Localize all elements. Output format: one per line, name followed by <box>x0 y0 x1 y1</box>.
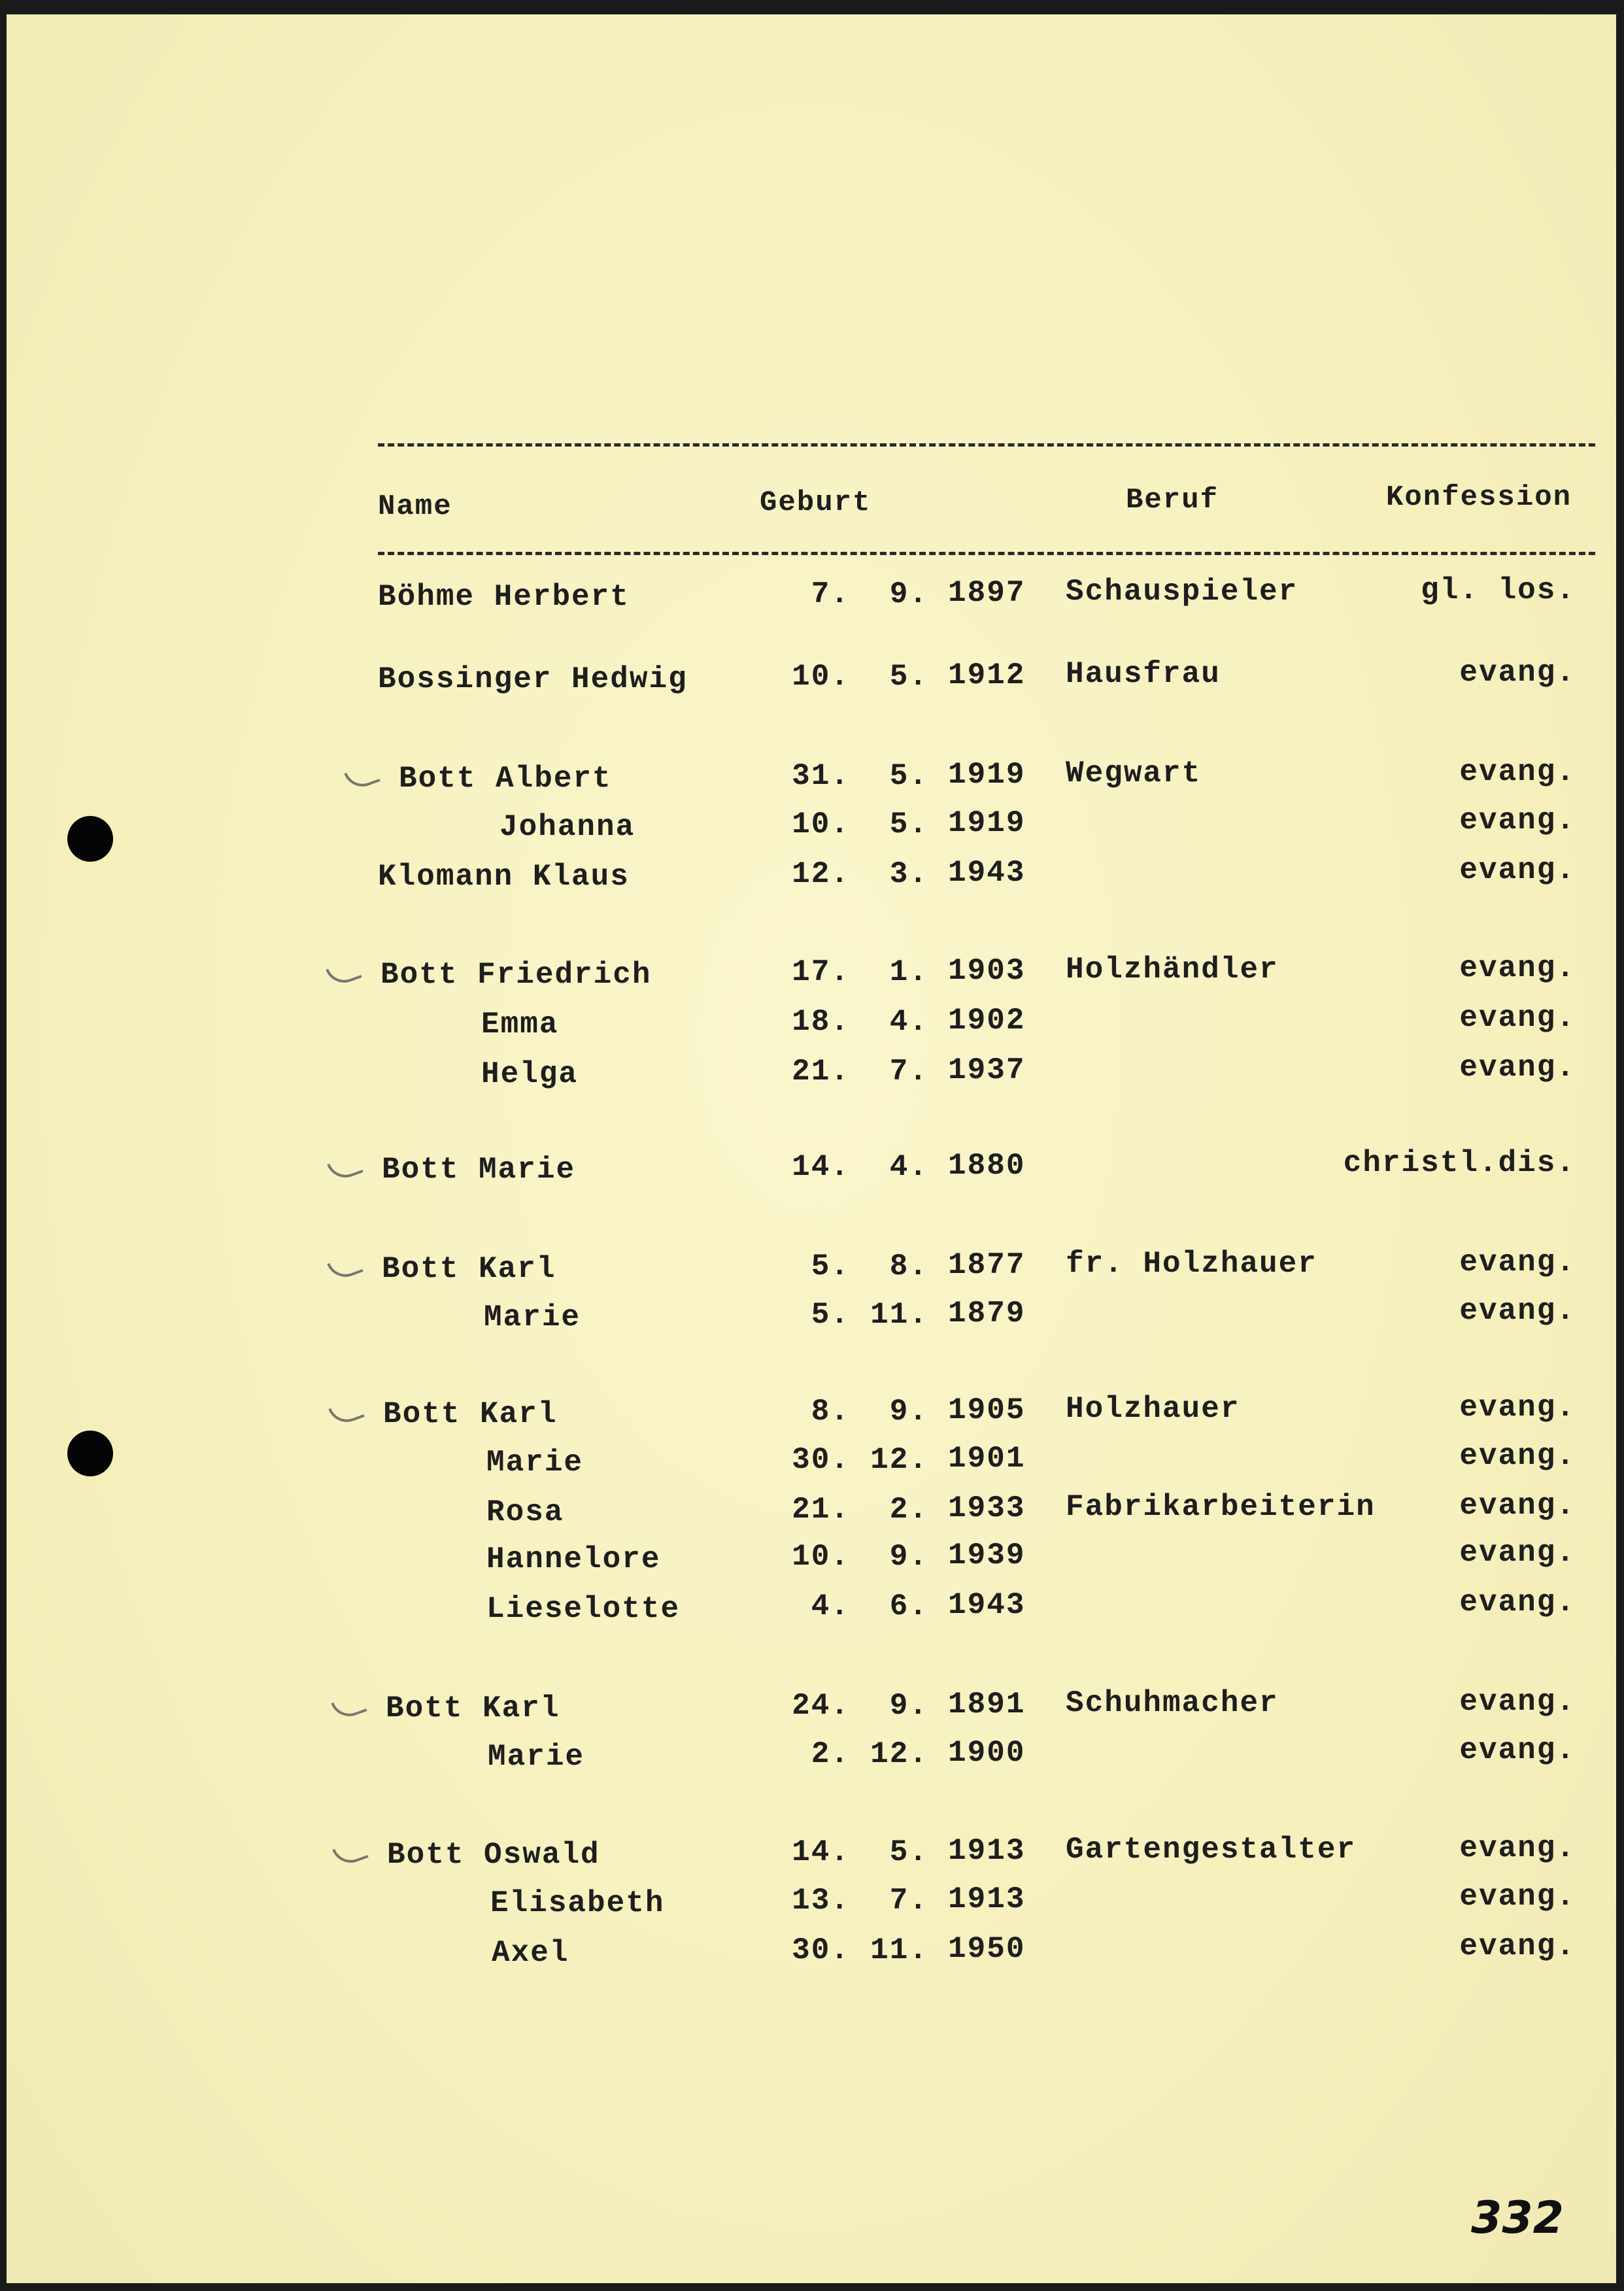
record-birth-year: 1897 <box>948 576 1026 610</box>
record-beruf: Schauspieler <box>1066 575 1298 609</box>
record-birth-day: 8. <box>811 1395 850 1429</box>
record-birth-year: 1903 <box>948 954 1026 988</box>
header-geburt: Geburt <box>760 486 871 519</box>
record-konfession: evang. <box>1459 1880 1576 1914</box>
header-konfession: Konfession <box>1386 481 1572 514</box>
record-birth-year: 1937 <box>948 1053 1026 1087</box>
record-birth-year: 1913 <box>948 1834 1026 1868</box>
page-number: 332 <box>1471 2192 1564 2244</box>
record-birth-year: 1913 <box>948 1882 1026 1916</box>
record-konfession: evang. <box>1459 1536 1576 1570</box>
record-birth-year: 1880 <box>948 1149 1026 1183</box>
record-birth-year: 1891 <box>948 1688 1026 1722</box>
header-name: Name <box>378 490 452 523</box>
record-konfession: evang. <box>1459 1001 1576 1035</box>
header-rule-bottom <box>378 552 1595 555</box>
record-birth-year: 1919 <box>948 758 1026 792</box>
record-birth-day: 5. <box>811 1298 850 1332</box>
record-name: Bott Friedrich <box>381 958 652 992</box>
record-name: Johanna <box>499 810 635 844</box>
record-beruf: Schuhmacher <box>1066 1686 1279 1720</box>
record-birth-month: 9. <box>889 577 928 611</box>
record-name: Bott Oswald <box>387 1838 600 1872</box>
punch-hole-top <box>67 816 113 862</box>
record-birth-day: 21. <box>792 1055 850 1089</box>
record-konfession: evang. <box>1459 1685 1576 1719</box>
record-name: Rosa <box>486 1495 564 1529</box>
record-birth-year: 1877 <box>948 1248 1026 1282</box>
record-birth-month: 4. <box>889 1150 928 1184</box>
record-name: Klomann Klaus <box>378 860 630 894</box>
record-birth-year: 1905 <box>948 1393 1026 1427</box>
record-birth-day: 2. <box>811 1737 850 1771</box>
record-konfession: evang. <box>1459 755 1576 789</box>
record-name: Lieselotte <box>486 1592 681 1626</box>
record-birth-month: 5. <box>889 807 928 841</box>
record-beruf: Hausfrau <box>1066 657 1221 691</box>
header-beruf: Beruf <box>1126 484 1219 517</box>
record-name: Elisabeth <box>490 1886 665 1920</box>
record-birth-month: 9. <box>889 1689 928 1723</box>
record-birth-month: 3. <box>889 857 928 891</box>
record-konfession: evang. <box>1459 1051 1576 1085</box>
record-birth-month: 5. <box>889 1835 928 1869</box>
record-birth-month: 5. <box>889 660 928 694</box>
record-birth-day: 10. <box>792 807 850 841</box>
record-konfession: evang. <box>1459 804 1576 838</box>
record-birth-day: 14. <box>792 1835 850 1869</box>
record-name: Emma <box>481 1008 559 1042</box>
record-birth-month: 12. <box>870 1443 928 1477</box>
record-birth-day: 21. <box>792 1493 850 1527</box>
record-birth-day: 13. <box>792 1884 850 1918</box>
record-birth-month: 9. <box>889 1540 928 1574</box>
record-birth-day: 31. <box>792 759 850 793</box>
record-birth-month: 8. <box>889 1249 928 1283</box>
record-birth-month: 1. <box>889 955 928 989</box>
record-birth-year: 1950 <box>948 1932 1026 1966</box>
record-name: Bott Karl <box>386 1691 560 1725</box>
record-birth-day: 18. <box>792 1005 850 1039</box>
record-birth-year: 1919 <box>948 806 1026 840</box>
check-mark-icon <box>327 1154 363 1183</box>
document-page <box>7 14 1616 2283</box>
record-konfession: evang. <box>1459 1294 1576 1328</box>
record-name: Marie <box>484 1300 581 1334</box>
record-name: Böhme Herbert <box>378 580 630 614</box>
record-birth-day: 30. <box>792 1443 850 1477</box>
record-konfession: evang. <box>1459 1246 1576 1280</box>
record-konfession: christl.dis. <box>1343 1146 1576 1180</box>
record-konfession: evang. <box>1459 853 1576 887</box>
record-birth-year: 1879 <box>948 1297 1026 1331</box>
punch-hole-bottom <box>67 1431 113 1476</box>
record-konfession: evang. <box>1459 1391 1576 1425</box>
record-birth-year: 1902 <box>948 1004 1026 1038</box>
record-birth-day: 12. <box>792 857 850 891</box>
check-mark-icon <box>331 1693 367 1722</box>
record-birth-day: 10. <box>792 660 850 694</box>
record-birth-month: 6. <box>889 1589 928 1623</box>
record-name: Bott Marie <box>382 1153 576 1187</box>
record-name: Helga <box>481 1057 579 1091</box>
record-beruf: Holzhändler <box>1066 953 1279 987</box>
record-name: Bott Karl <box>383 1397 558 1431</box>
check-mark-icon <box>344 763 380 792</box>
record-konfession: evang. <box>1459 1439 1576 1473</box>
record-birth-month: 9. <box>889 1395 928 1429</box>
record-beruf: Fabrikarbeiterin <box>1066 1490 1376 1524</box>
record-birth-month: 12. <box>870 1737 928 1771</box>
record-konfession: gl. los. <box>1421 573 1576 607</box>
record-birth-year: 1933 <box>948 1491 1026 1525</box>
record-birth-year: 1943 <box>948 1588 1026 1622</box>
record-birth-day: 10. <box>792 1540 850 1574</box>
check-mark-icon <box>332 1839 368 1869</box>
record-birth-year: 1939 <box>948 1538 1026 1572</box>
record-name: Bott Albert <box>399 762 612 796</box>
record-konfession: evang. <box>1459 1586 1576 1620</box>
record-konfession: evang. <box>1459 1831 1576 1865</box>
record-birth-month: 11. <box>870 1933 928 1967</box>
record-konfession: evang. <box>1459 1733 1576 1767</box>
record-birth-year: 1943 <box>948 856 1026 890</box>
record-name: Bossinger Hedwig <box>378 662 688 696</box>
record-birth-month: 2. <box>889 1493 928 1527</box>
record-birth-year: 1912 <box>948 658 1026 692</box>
record-birth-year: 1901 <box>948 1442 1026 1476</box>
record-beruf: fr. Holzhauer <box>1066 1247 1317 1281</box>
record-beruf: Holzhauer <box>1066 1392 1240 1426</box>
record-konfession: evang. <box>1459 951 1576 985</box>
header-rule-top <box>378 443 1595 447</box>
record-birth-day: 24. <box>792 1689 850 1723</box>
record-name: Bott Karl <box>382 1252 556 1286</box>
record-birth-month: 7. <box>889 1884 928 1918</box>
record-birth-day: 5. <box>811 1249 850 1283</box>
record-birth-day: 17. <box>792 955 850 989</box>
record-birth-year: 1900 <box>948 1736 1026 1770</box>
record-birth-day: 30. <box>792 1933 850 1967</box>
record-birth-day: 4. <box>811 1589 850 1623</box>
record-beruf: Wegwart <box>1066 756 1202 790</box>
record-birth-day: 14. <box>792 1150 850 1184</box>
record-name: Hannelore <box>486 1542 661 1576</box>
record-name: Marie <box>486 1446 584 1480</box>
record-konfession: evang. <box>1459 1929 1576 1963</box>
record-konfession: evang. <box>1459 656 1576 690</box>
record-konfession: evang. <box>1459 1489 1576 1523</box>
record-name: Axel <box>492 1936 569 1970</box>
record-birth-day: 7. <box>811 577 850 611</box>
check-mark-icon <box>327 1253 363 1283</box>
record-name: Marie <box>488 1740 585 1774</box>
record-birth-month: 11. <box>870 1298 928 1332</box>
record-birth-month: 5. <box>889 759 928 793</box>
record-birth-month: 7. <box>889 1055 928 1089</box>
check-mark-icon <box>328 1399 364 1428</box>
record-beruf: Gartengestalter <box>1066 1833 1357 1867</box>
record-birth-month: 4. <box>889 1005 928 1039</box>
check-mark-icon <box>326 959 362 989</box>
